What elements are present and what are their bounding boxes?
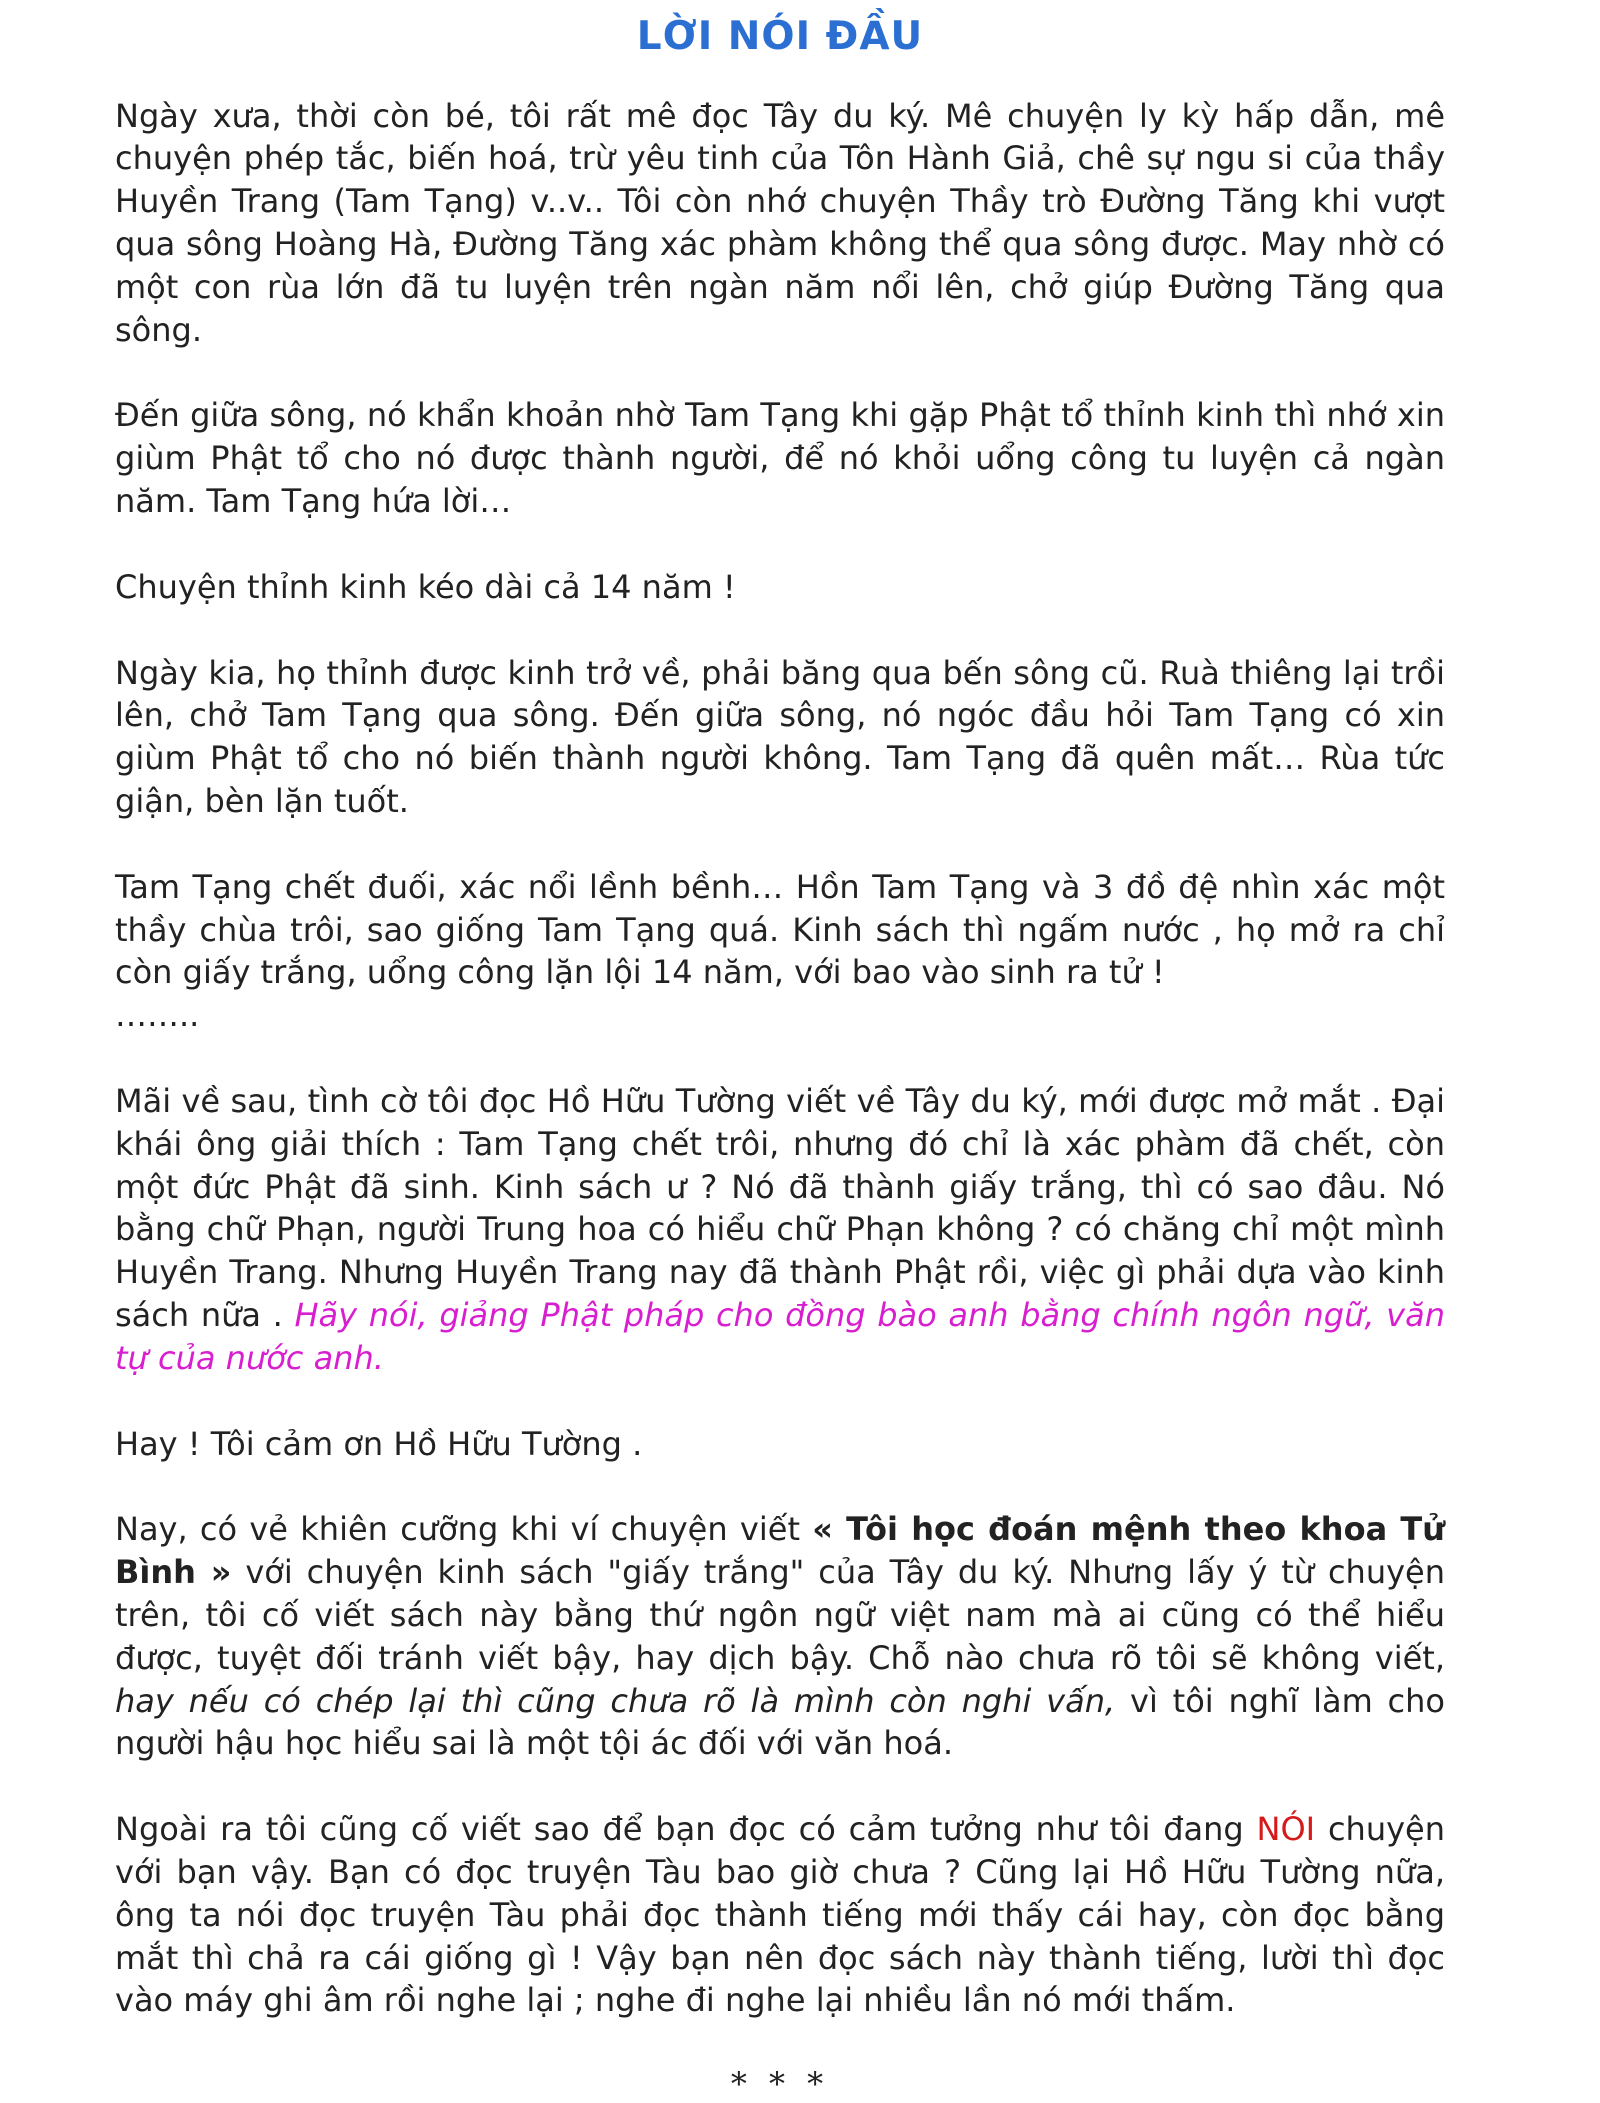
highlighted-quote: Hãy nói, giảng Phật pháp cho đồng bào anh bằng chính ngôn ngữ, văn tự của nước anh. bbox=[115, 1296, 1446, 1377]
paragraph-9 bbox=[115, 1808, 1445, 2022]
paragraph-8-italic: hay nếu có chép lại thì cũng chưa rõ là mình còn nghi vấn, bbox=[115, 1681, 1116, 1720]
paragraph-8 bbox=[115, 1508, 1445, 1765]
paragraph-9-intro: Ngoài ra tôi cũng cố viết sao để bạn đọc có cảm tưởng như tôi đang bbox=[115, 1810, 1257, 1849]
paragraph-1: Ngày xưa, thời còn bé, tôi rất mê đọc Tây du ký. Mê chuyện ly kỳ hấp dẫn, mê chuyện phép tắc, biến hoá, trừ yêu tinh của Tôn Hành Giả, chê sự ngu si của thầy Huyền Trang (Tam Tạng) v..v.. Tôi còn nhớ chuyện Thầy trò Đường Tăng khi vượt qua sông Hoàng Hà, Đường Tăng xác phàm không thể qua sông được. May nhờ có một con rùa lớn đã tu luyện trên ngàn năm nổi lên, chở giúp Đường Tăng qua sông. bbox=[115, 96, 1445, 349]
paragraph-3: Chuyện thỉnh kinh kéo dài cả 14 năm ! bbox=[115, 567, 736, 606]
paragraph-8-body: với chuyện kinh sách "giấy trắng" của Tây du ký. Nhưng lấy ý từ chuyện trên, tôi cố viết sách này bằng thứ ngôn ngữ việt nam mà ai cũng có thể hiểu được, tuyệt đối tránh viết bậy, hay dịch bậy. Chỗ nào chưa rõ tôi sẽ không viết, bbox=[115, 1553, 1445, 1677]
paragraph-7: Hay ! Tôi cảm ơn Hồ Hữu Tường . bbox=[115, 1424, 643, 1463]
paragraph-6-text: Mãi về sau, tình cờ tôi đọc Hồ Hữu Tường viết về Tây du ký, mới được mở mắt . Đại khái ông giải thích : Tam Tạng chết trôi, nhưng đó chỉ là xác phàm đã chết, còn một đức Phật đã sinh. Kinh sách ư ? Nó đã thành giấy trắng, thì có sao đâu. Nó bằng chữ Phạn, người Trung hoa có hiểu chữ Phạn không ? có chăng chỉ một mình Huyền Trang. Nhưng Huyền Trang nay đã thành Phật rồi, việc gì phải dựa vào kinh sách nữa . bbox=[115, 1082, 1445, 1335]
ellipsis-line: …….. bbox=[115, 996, 200, 1035]
paragraph-8-intro: Nay, có vẻ khiên cưỡng khi ví chuyện viết bbox=[115, 1510, 813, 1549]
paragraph-2: Đến giữa sông, nó khẩn khoản nhờ Tam Tạng khi gặp Phật tổ thỉnh kinh thì nhớ xin giùm Phật tổ cho nó được thành người, để nó khỏi uổng công tu luyện cả ngàn năm. Tam Tạng hứa lời… bbox=[115, 396, 1445, 521]
paragraph-5: Tam Tạng chết đuối, xác nổi lềnh bềnh… Hồn Tam Tạng và 3 đồ đệ nhìn xác một thầy chùa trôi, sao giống Tam Tạng quá. Kinh sách thì ngấm nước , họ mở ra chỉ còn giấy trắng, uổng công lặn lội 14 năm, với bao vào sinh ra tử ! bbox=[115, 867, 1445, 992]
emphasis-noi: NÓI bbox=[1256, 1810, 1316, 1849]
page-title: LỜI NÓI ĐẦU bbox=[636, 14, 924, 59]
paragraph-9-body: chuyện với bạn vậy. Bạn có đọc truyện Tàu bao giờ chưa ? Cũng lại Hồ Hữu Tường nữa, ông ta nói đọc truyện Tàu phải đọc thành tiếng mới thấy cái hay, còn đọc bằng mắt thì chả ra cái giống gì ! Vậy bạn nên đọc sách này thành tiếng, lười thì đọc vào máy ghi âm rồi nghe lại ; nghe đi nghe lại nhiều lần nó mới thấm. bbox=[115, 1810, 1446, 2020]
book-title: « Tôi học đoán mệnh theo khoa Tử Bình » bbox=[115, 1510, 1446, 1592]
paragraph-8-end: vì tôi nghĩ làm cho người hậu học hiểu sai là một tội ác đối với văn hoá. bbox=[115, 1681, 1446, 1763]
section-separator: * * * bbox=[730, 2065, 830, 2103]
paragraph-4: Ngày kia, họ thỉnh được kinh trở về, phải băng qua bến sông cũ. Ruà thiêng lại trồi lên, chở Tam Tạng qua sông. Đến giữa sông, nó ngóc đầu hỏi Tam Tạng có xin giùm Phật tổ cho nó biến thành người không. Tam Tạng đã quên mất… Rùa tức giận, bèn lặn tuốt. bbox=[115, 653, 1445, 821]
paragraph-6 bbox=[115, 1080, 1445, 1380]
